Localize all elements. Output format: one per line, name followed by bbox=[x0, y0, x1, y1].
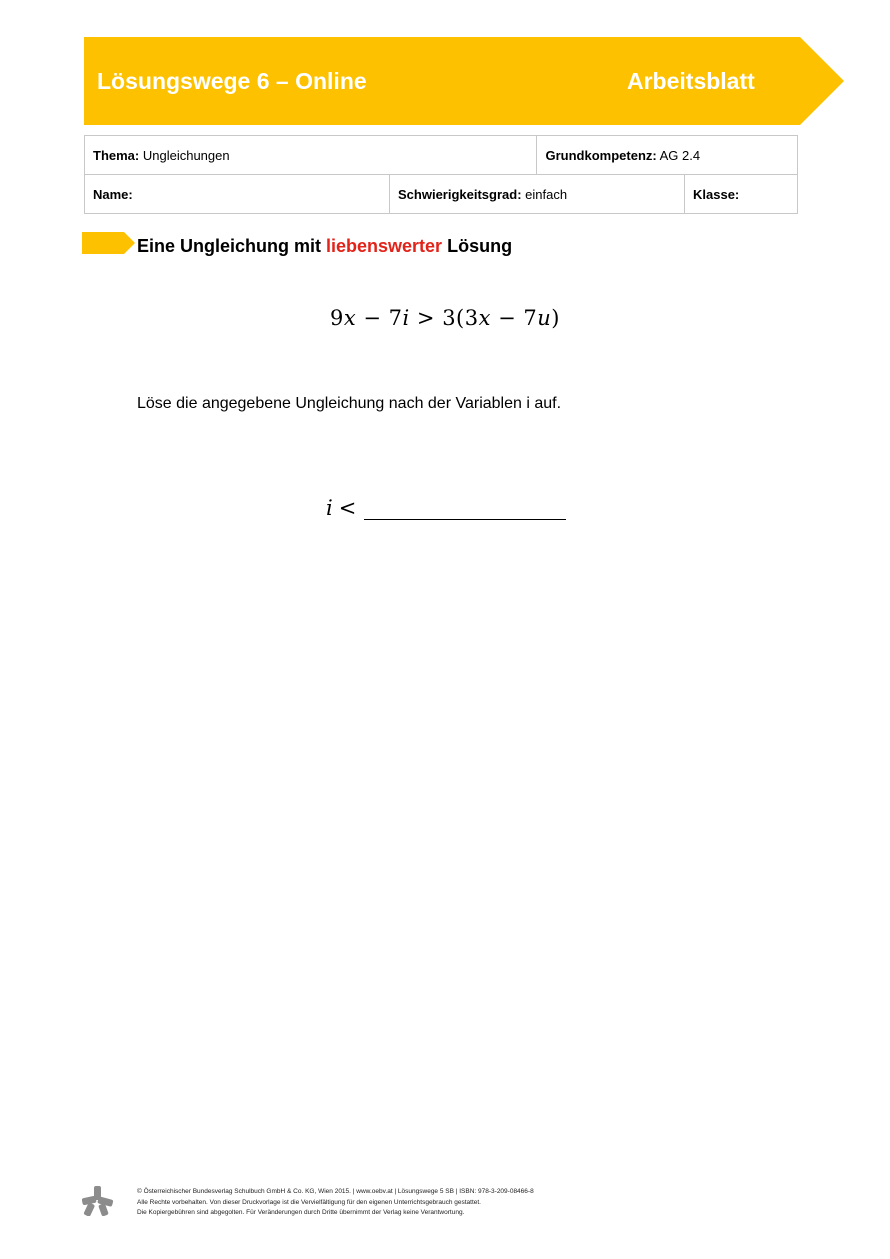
section-marker-icon bbox=[82, 232, 135, 254]
footer-copyright bbox=[137, 1187, 534, 1219]
header-doc-type: Arbeitsblatt bbox=[627, 68, 755, 94]
name-label: Name: bbox=[93, 186, 133, 202]
formula-variable-i: i bbox=[402, 306, 410, 330]
header-title: Lösungswege 6 – Online bbox=[97, 68, 367, 94]
section-title-after: Lösung bbox=[442, 236, 513, 256]
section-title bbox=[137, 236, 512, 257]
formula-coefficient-1: 9 bbox=[329, 306, 344, 330]
meta-table bbox=[84, 135, 798, 214]
section-title-before: Eine Ungleichung mit bbox=[137, 236, 327, 256]
topic-label: Thema: bbox=[93, 147, 140, 163]
name-cell[interactable] bbox=[85, 175, 390, 214]
formula-coefficient-2: 3(3 bbox=[442, 306, 479, 330]
footer-line-2: Alle Rechte vorbehalten. Von dieser Druckvorlage ist die Vervielfältigung für den eigenen Unterrichtsgebrauch gestattet. bbox=[137, 1198, 481, 1206]
formula-operator-1: − 7 bbox=[356, 306, 403, 330]
competence-label: Grundkompetenz: bbox=[545, 147, 657, 163]
footer-line-1: © Österreichischer Bundesverlag Schulbuch GmbH & Co. KG, Wien 2015. | www.oebv.at | Lösungswege 5 SB | ISBN: 978-3-209-08466-8 bbox=[137, 1188, 534, 1195]
answer-line bbox=[326, 496, 566, 520]
footer-line-3: Die Kopiergebühren sind abgegolten. Für Veränderungen durch Dritte übernimmt der Verlag keine Verantwortung. bbox=[137, 1209, 465, 1216]
difficulty-value: einfach bbox=[525, 186, 568, 202]
topic-cell bbox=[85, 136, 537, 175]
answer-variable: i bbox=[326, 496, 333, 520]
inequality-formula bbox=[0, 306, 890, 330]
competence-cell bbox=[537, 136, 798, 175]
difficulty-label: Schwierigkeitsgrad: bbox=[398, 186, 522, 202]
answer-relation: < bbox=[338, 496, 357, 520]
formula-variable-u: u bbox=[537, 306, 552, 330]
section-title-highlight: liebenswerter bbox=[326, 236, 443, 256]
formula-variable-x: x bbox=[343, 306, 357, 330]
formula-close-paren: ) bbox=[551, 306, 560, 330]
task-instruction: Löse die angegebene Ungleichung nach der Variablen i auf. bbox=[137, 395, 562, 412]
oebv-logo-icon bbox=[82, 1186, 114, 1216]
formula-operator-2: − 7 bbox=[490, 306, 538, 330]
class-cell[interactable] bbox=[685, 175, 798, 214]
competence-value: AG 2.4 bbox=[659, 147, 701, 163]
topic-value: Ungleichungen bbox=[142, 147, 230, 163]
class-label: Klasse: bbox=[693, 186, 740, 202]
answer-blank-field[interactable] bbox=[364, 497, 566, 520]
difficulty-cell bbox=[390, 175, 685, 214]
formula-variable-x-2: x bbox=[478, 306, 491, 330]
formula-relation: > bbox=[409, 306, 443, 330]
